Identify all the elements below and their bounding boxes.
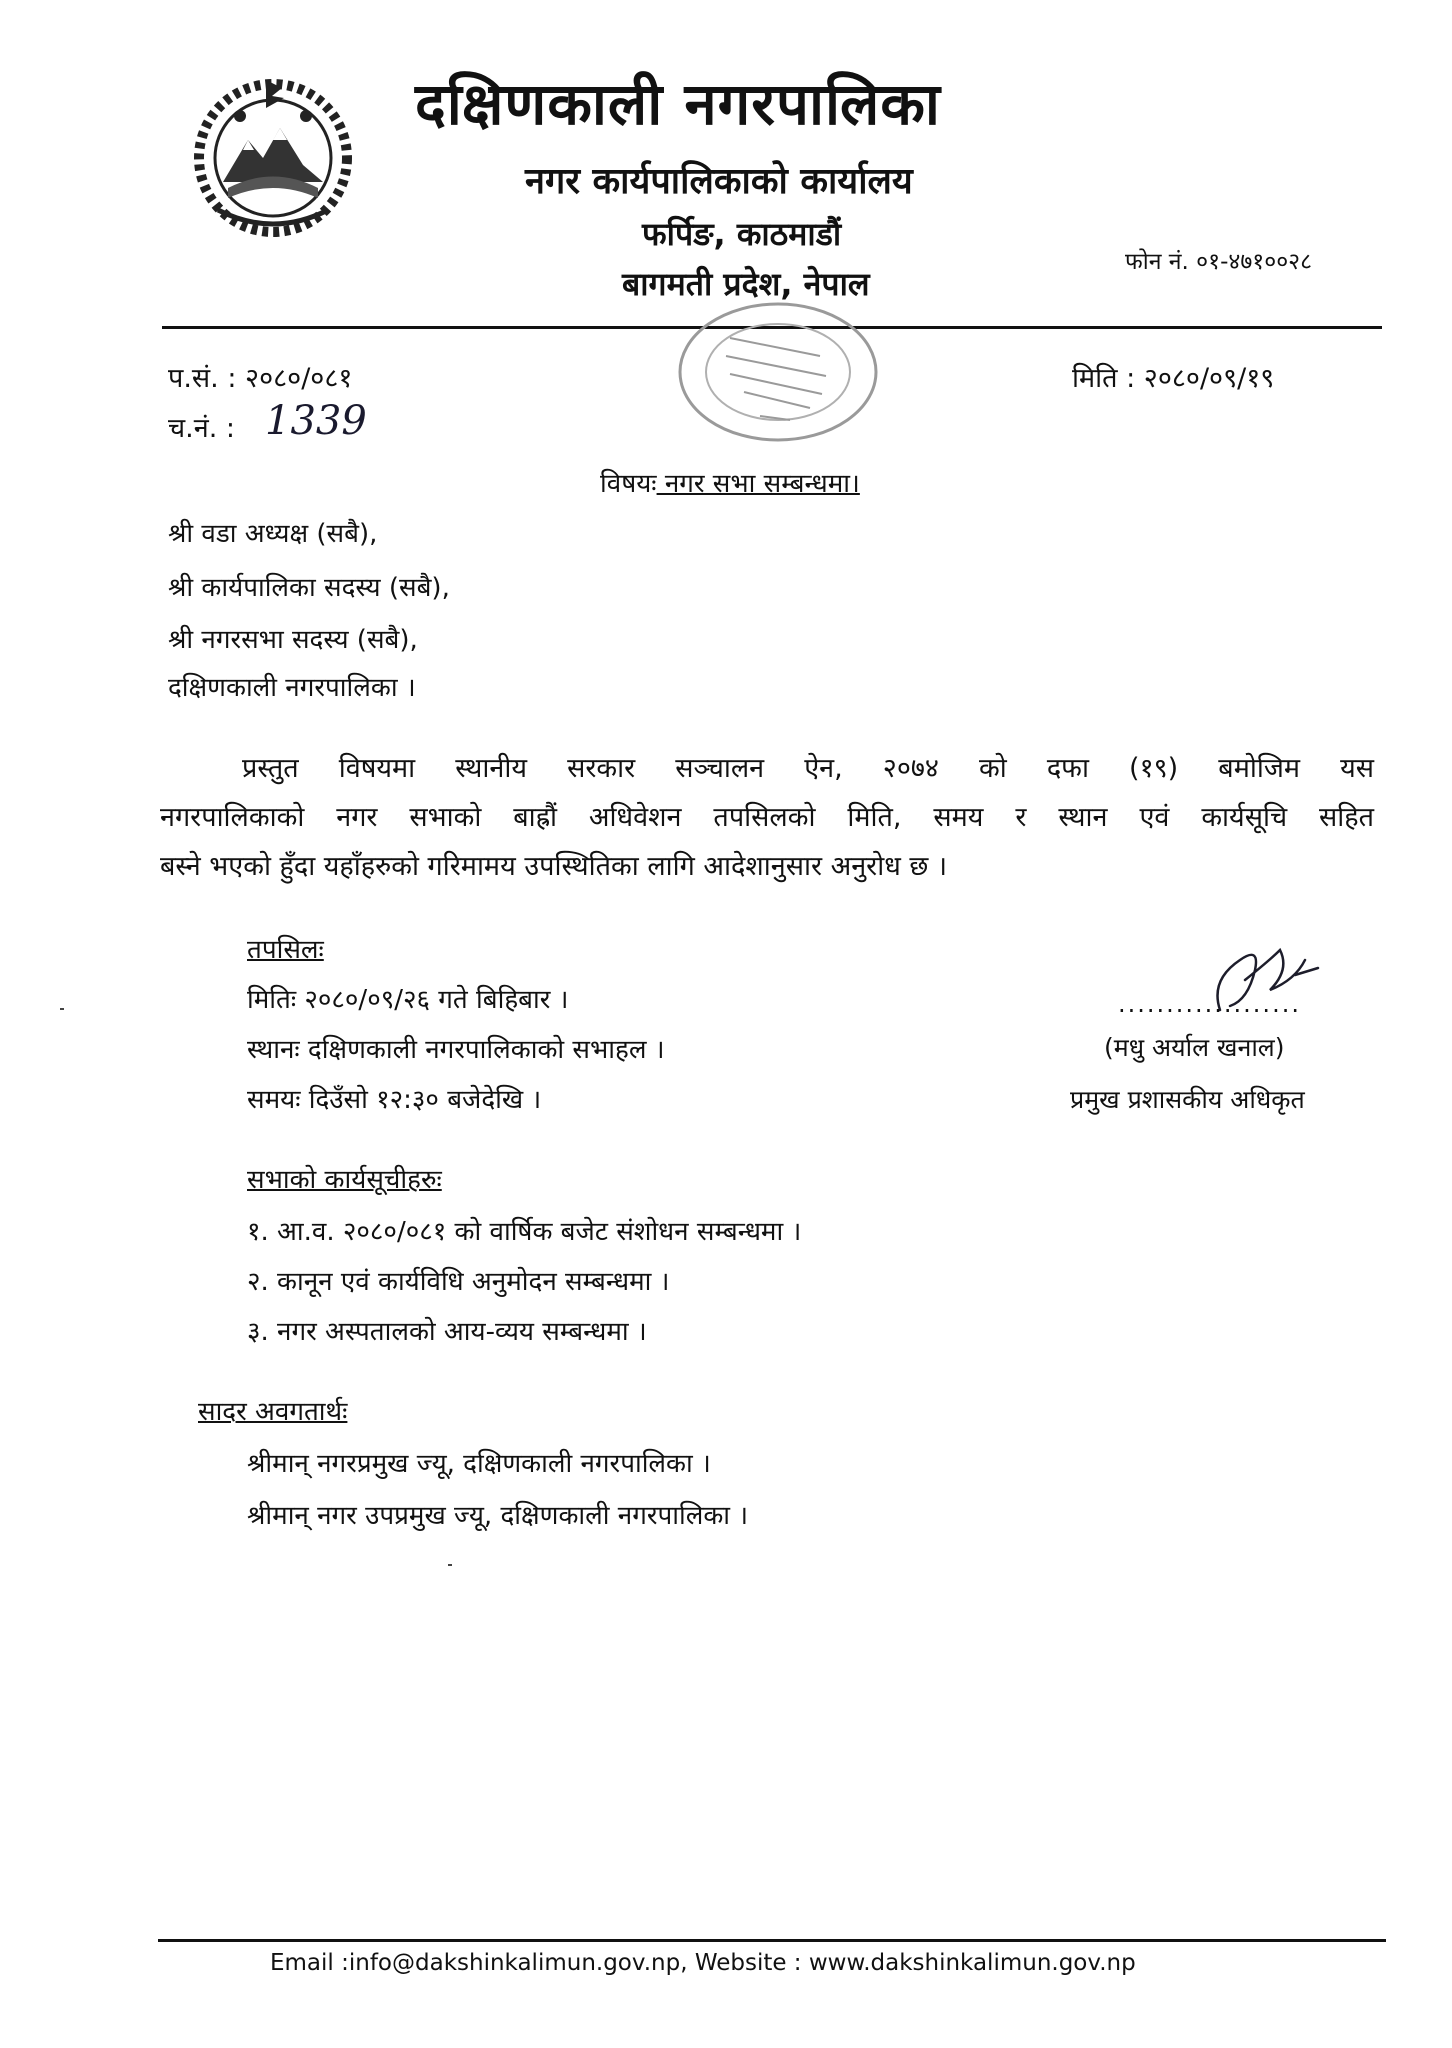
addressee-line: दक्षिणकाली नगरपालिका ।	[168, 673, 416, 703]
date-value: २०८०/०९/१९	[1143, 363, 1275, 394]
cc-heading: सादर अवगतार्थः	[198, 1397, 348, 1427]
addressee-line: श्री नगरसभा सदस्य (सबै),	[168, 625, 418, 655]
date-label: मिति :	[1072, 363, 1136, 394]
addressee-line: श्री वडा अध्यक्ष (सबै),	[168, 519, 378, 549]
detail-time: समयः दिउँसो १२:३० बजेदेखि ।	[247, 1085, 542, 1115]
subject-text: नगर सभा सम्बन्धमा।	[656, 469, 860, 499]
municipality-title: दक्षिणकाली नगरपालिका	[415, 70, 941, 138]
body-line: नगरपालिकाको नगर सभाको बाह्रौं अधिवेशन तपसिलको मिति, समय र स्थान एवं कार्यसूचि सहित	[160, 802, 1374, 833]
letter-date	[1072, 358, 1274, 395]
detail-venue: स्थानः दक्षिणकाली नगरपालिकाको सभाहल ।	[247, 1035, 665, 1065]
footer-contact: Email :info@dakshinkalimun.gov.np, Website : www.dakshinkalimun.gov.np	[270, 1950, 1136, 1976]
details-heading: तपसिलः	[247, 935, 324, 965]
agenda-item: २. कानून एवं कार्यविधि अनुमोदन सम्बन्धमा ।	[247, 1267, 670, 1297]
signatory-name: (मधु अर्याल खनाल)	[1104, 1033, 1285, 1062]
signatory-title: प्रमुख प्रशासकीय अधिकृत	[1070, 1085, 1305, 1114]
cc-line: श्रीमान् नगरप्रमुख ज्यू, दक्षिणकाली नगरपालिका ।	[247, 1449, 711, 1479]
subject-label: विषयः	[600, 469, 657, 499]
office-name: नगर कार्यपालिकाको कार्यालय	[525, 161, 913, 202]
dispatch-number-handwritten: 1339	[265, 398, 367, 444]
scan-speck	[60, 1008, 64, 1010]
agenda-heading: सभाको कार्यसूचीहरुः	[247, 1165, 442, 1195]
body-line: प्रस्तुत विषयमा स्थानीय सरकार सञ्चालन ऐन, २०७४ को दफा (१९) बमोजिम यस	[242, 753, 1374, 784]
office-province: बागमती प्रदेश, नेपाल	[622, 265, 870, 303]
dispatch-label: च.नं. :	[168, 413, 235, 444]
scan-speck	[448, 1564, 452, 1566]
ps-value: २०८०/०८१	[245, 363, 353, 394]
phone-number: फोन नं. ०१-४७१००२८	[1125, 249, 1313, 275]
footer-divider	[158, 1939, 1386, 1942]
agenda-item: १. आ.व. २०८०/०८१ को वार्षिक बजेट संशोधन सम्बन्धमा ।	[247, 1217, 802, 1247]
office-location: फर्पिङ, काठमाडौं	[642, 215, 842, 253]
detail-date: मितिः २०८०/०९/२६ गते बिहिबार ।	[247, 985, 569, 1015]
signature-line: ...................	[1118, 990, 1301, 1018]
cc-line: श्रीमान् नगर उपप्रमुख ज्यू, दक्षिणकाली नगरपालिका ।	[247, 1501, 749, 1531]
body-line: बस्ने भएको हुँदा यहाँहरुको गरिमामय उपस्थितिका लागि आदेशानुसार अनुरोध छ ।	[160, 851, 948, 882]
ps-label: प.सं. :	[168, 363, 237, 394]
reference-number	[168, 358, 352, 395]
nepal-government-emblem-icon	[188, 70, 358, 240]
subject-line	[600, 464, 860, 500]
office-stamp-icon	[660, 292, 900, 452]
addressee-line: श्री कार्यपालिका सदस्य (सबै),	[168, 573, 450, 603]
body-paragraph	[160, 744, 1374, 891]
agenda-item: ३. नगर अस्पतालको आय-व्यय सम्बन्धमा ।	[247, 1317, 647, 1347]
